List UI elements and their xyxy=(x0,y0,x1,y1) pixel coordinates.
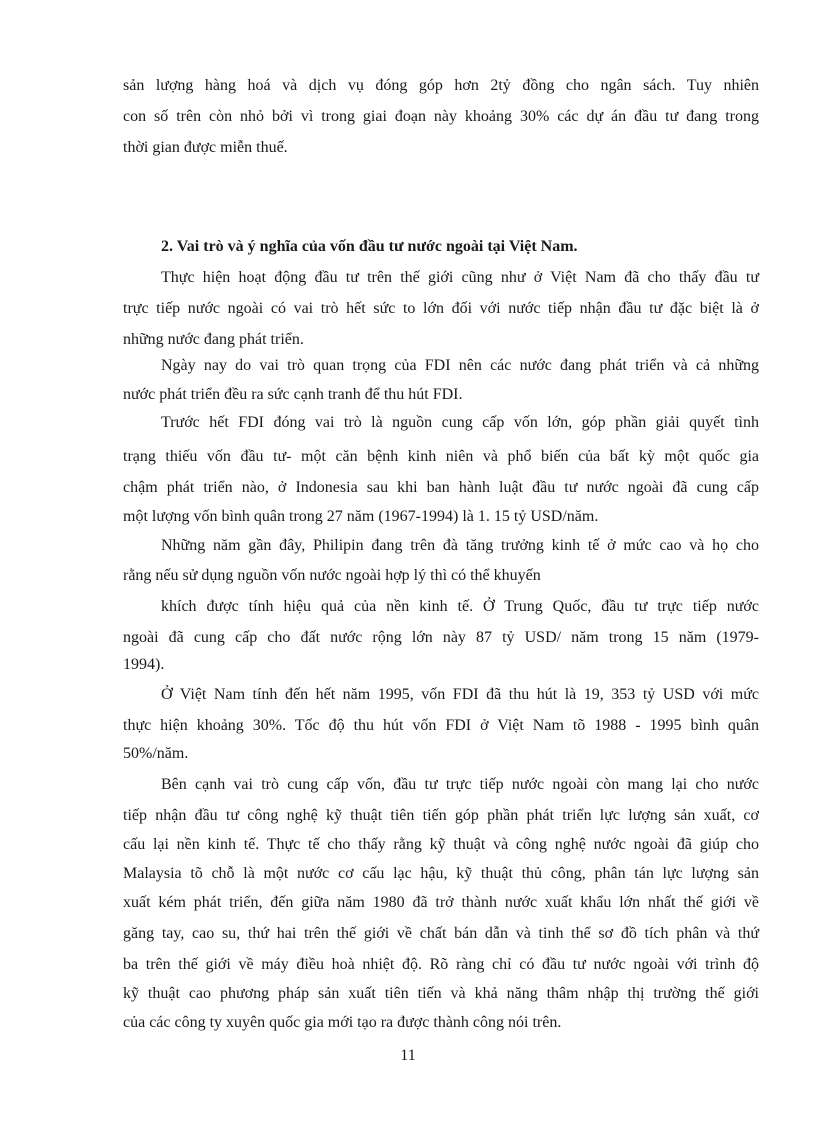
text-line: Những năm gần đây, Philipin đang trên đà tăng trưởng kinh tế ở mức cao và họ cho xyxy=(161,537,759,554)
text-line: Ở Việt Nam tính đến hết năm 1995, vốn FDI đã thu hút là 19, 353 tỷ USD với mức xyxy=(161,686,759,703)
text-line: Malaysia tõ chỗ là một nước cơ cấu lạc hậu, kỹ thuật thủ công, phân tán lực lượng sản xyxy=(123,865,759,882)
text-line: trực tiếp nước ngoài có vai trò hết sức to lớn đối với nước tiếp nhận đầu tư đặc biệt là ở xyxy=(123,300,759,317)
text-line: ba trên thế giới về máy điều hoà nhiệt độ. Rõ ràng chỉ có đầu tư nước ngoài với trình độ xyxy=(123,956,759,973)
text-line: một lượng vốn bình quân trong 27 năm (1967-1994) là 1. 15 tỷ USD/năm. xyxy=(123,508,599,525)
text-line: Ngày nay do vai trò quan trọng của FDI nên các nước đang phát triển và cả những xyxy=(161,357,759,374)
text-line: ngoài đã cung cấp cho đất nước rộng lớn này 87 tỷ USD/ năm trong 15 năm (1979- xyxy=(123,629,759,646)
text-line: Thực hiện hoạt động đầu tư trên thế giới cũng như ở Việt Nam đã cho thấy đầu tư xyxy=(161,269,759,286)
text-line: 50%/năm. xyxy=(123,745,189,762)
text-line: trạng thiếu vốn đầu tư- một căn bệnh kinh niên và phổ biến của bất kỳ một quốc gia xyxy=(123,448,759,465)
text-line: thực hiện khoảng 30%. Tốc độ thu hút vốn FDI ở Việt Nam tõ 1988 - 1995 bình quân xyxy=(123,717,759,734)
page-number: 11 xyxy=(400,1047,416,1064)
section-heading: 2. Vai trò và ý nghĩa của vốn đầu tư nước ngoài tại Việt Nam. xyxy=(161,238,578,255)
text-line: sản lượng hàng hoá và dịch vụ đóng góp hơn 2tỷ đồng cho ngân sách. Tuy nhiên xyxy=(123,77,759,94)
text-line: Bên cạnh vai trò cung cấp vốn, đầu tư trực tiếp nước ngoài còn mang lại cho nước xyxy=(161,776,759,793)
text-line: kỹ thuật cao phương pháp sản xuất tiên tiến và khả năng thâm nhập thị trường thế giới xyxy=(123,985,759,1002)
text-line: chậm phát triển nào, ở Indonesia sau khi ban hành luật đầu tư nước ngoài đã cung cấp xyxy=(123,479,759,496)
text-line: của các công ty xuyên quốc gia mới tạo ra được thành công nói trên. xyxy=(123,1014,562,1031)
text-line: cấu lại nền kinh tế. Thực tế cho thấy rằng kỹ thuật và công nghệ nước ngoài đã giúp cho xyxy=(123,836,759,853)
text-line: con số trên còn nhỏ bởi vì trong giai đoạn này khoảng 30% các dự án đầu tư đang trong xyxy=(123,108,759,125)
text-line: găng tay, cao su, thứ hai trên thế giới về chất bán dẫn và tinh thể sơ đồ tích phân và thứ xyxy=(123,925,759,942)
text-line: 1994). xyxy=(123,656,165,673)
text-line: tiếp nhận đầu tư công nghệ kỹ thuật tiên tiến góp phần phát triển lực lượng sản xuất, cơ xyxy=(123,807,759,824)
text-line: xuất kém phát triển, đến giữa năm 1980 đã trở thành nước xuất khẩu lớn nhất thế giới về xyxy=(123,894,759,911)
text-line: nước phát triển đều ra sức cạnh tranh để thu hút FDI. xyxy=(123,386,463,403)
text-line: khích được tính hiệu quả của nền kinh tế. Ở Trung Quốc, đầu tư trực tiếp nước xyxy=(161,598,759,615)
text-line: Trước hết FDI đóng vai trò là nguồn cung cấp vốn lớn, góp phần giải quyết tình xyxy=(161,414,759,431)
text-line: những nước đang phát triển. xyxy=(123,331,304,348)
text-line: thời gian được miễn thuế. xyxy=(123,139,288,156)
text-line: rằng nếu sử dụng nguồn vốn nước ngoài hợp lý thì có thể khuyến xyxy=(123,567,541,584)
